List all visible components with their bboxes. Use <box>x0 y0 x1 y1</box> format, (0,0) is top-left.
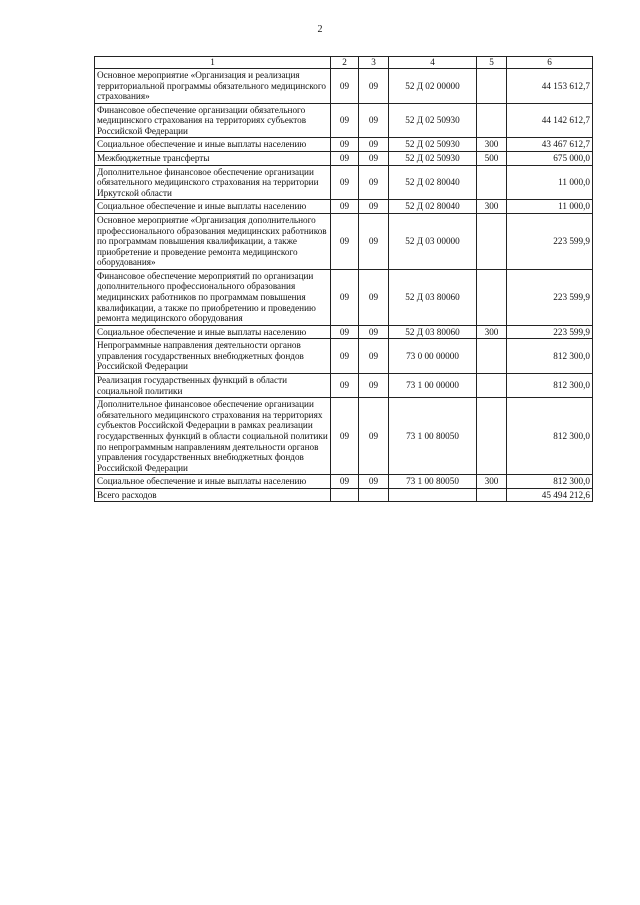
row-name: Социальное обеспечение и иные выплаты населению <box>95 138 331 152</box>
row-amount: 44 142 612,7 <box>507 103 593 138</box>
row-section-code: 09 <box>331 213 359 269</box>
column-header: 4 <box>389 57 477 69</box>
row-name: Межбюджетные трансферты <box>95 152 331 166</box>
row-section-code: 09 <box>331 138 359 152</box>
row-target-article-code: 73 1 00 80050 <box>389 475 477 489</box>
row-subsection-code: 09 <box>359 213 389 269</box>
table-cell-empty <box>477 488 507 502</box>
row-subsection-code: 09 <box>359 152 389 166</box>
row-section-code: 09 <box>331 69 359 104</box>
row-name: Реализация государственных функций в области социальной политики <box>95 374 331 398</box>
page-number: 2 <box>317 24 323 35</box>
row-expense-type-code: 300 <box>477 325 507 339</box>
table-cell-empty <box>389 488 477 502</box>
total-row <box>95 488 593 502</box>
row-subsection-code: 09 <box>359 325 389 339</box>
expenditure-table <box>94 56 593 502</box>
row-target-article-code: 52 Д 03 00000 <box>389 213 477 269</box>
table-row <box>95 398 593 475</box>
table-cell-empty <box>359 488 389 502</box>
row-name: Социальное обеспечение и иные выплаты населению <box>95 325 331 339</box>
row-section-code: 09 <box>331 152 359 166</box>
row-subsection-code: 09 <box>359 200 389 214</box>
table-body <box>95 69 593 489</box>
row-name: Основное мероприятие «Организация дополнительного профессионального образования медицинских работников по программам повышения квалификации, а также приобретение и проведение ремонта медицинского оборудования» <box>95 213 331 269</box>
row-amount: 11 000,0 <box>507 200 593 214</box>
row-amount: 11 000,0 <box>507 165 593 200</box>
row-target-article-code: 52 Д 02 50930 <box>389 103 477 138</box>
row-expense-type-code <box>477 339 507 374</box>
row-section-code: 09 <box>331 339 359 374</box>
column-header: 5 <box>477 57 507 69</box>
row-expense-type-code <box>477 69 507 104</box>
row-amount: 675 000,0 <box>507 152 593 166</box>
row-expense-type-code <box>477 103 507 138</box>
row-target-article-code: 52 Д 02 80040 <box>389 200 477 214</box>
row-expense-type-code <box>477 165 507 200</box>
table-row <box>95 325 593 339</box>
row-subsection-code: 09 <box>359 339 389 374</box>
table-row <box>95 475 593 489</box>
row-target-article-code: 52 Д 02 50930 <box>389 152 477 166</box>
row-target-article-code: 73 1 00 80050 <box>389 398 477 475</box>
column-header: 3 <box>359 57 389 69</box>
row-section-code: 09 <box>331 269 359 325</box>
row-target-article-code: 52 Д 03 80060 <box>389 325 477 339</box>
row-target-article-code: 52 Д 02 50930 <box>389 138 477 152</box>
table-row <box>95 138 593 152</box>
table-cell-empty <box>331 488 359 502</box>
row-target-article-code: 52 Д 03 80060 <box>389 269 477 325</box>
row-target-article-code: 52 Д 02 80040 <box>389 165 477 200</box>
row-amount: 223 599,9 <box>507 325 593 339</box>
table-header-row <box>95 57 593 69</box>
row-expense-type-code: 300 <box>477 138 507 152</box>
row-expense-type-code <box>477 374 507 398</box>
row-name: Социальное обеспечение и иные выплаты населению <box>95 200 331 214</box>
row-subsection-code: 09 <box>359 374 389 398</box>
row-amount: 812 300,0 <box>507 475 593 489</box>
row-expense-type-code <box>477 269 507 325</box>
row-section-code: 09 <box>331 165 359 200</box>
row-name: Социальное обеспечение и иные выплаты населению <box>95 475 331 489</box>
row-name: Дополнительное финансовое обеспечение организации обязательного медицинского страхования на территориях субъектов Российской Федерации в рамках реализации государственных функций в области социальной политики по непрограммным направлениям деятельности органов управления государственных внебюджетных фондов Российской Федерации <box>95 398 331 475</box>
column-header: 6 <box>507 57 593 69</box>
row-expense-type-code <box>477 213 507 269</box>
total-label: Всего расходов <box>95 488 331 502</box>
row-amount: 812 300,0 <box>507 339 593 374</box>
table-row <box>95 213 593 269</box>
row-name: Дополнительное финансовое обеспечение организации обязательного медицинского страхования на территории Иркутской области <box>95 165 331 200</box>
row-name: Финансовое обеспечение мероприятий по организации дополнительного профессионального образования медицинских работников по программам повышения квалификации, а также по приобретению и проведению ремонта медицинского оборудования <box>95 269 331 325</box>
row-amount: 44 153 612,7 <box>507 69 593 104</box>
row-section-code: 09 <box>331 200 359 214</box>
row-subsection-code: 09 <box>359 269 389 325</box>
row-name: Финансовое обеспечение организации обязательного медицинского страхования на территориях субъектов Российской Федерации <box>95 103 331 138</box>
row-name: Непрограммные направления деятельности органов управления государственных внебюджетных фондов Российской Федерации <box>95 339 331 374</box>
row-amount: 43 467 612,7 <box>507 138 593 152</box>
row-target-article-code: 73 1 00 00000 <box>389 374 477 398</box>
column-header: 1 <box>95 57 331 69</box>
row-subsection-code: 09 <box>359 103 389 138</box>
row-subsection-code: 09 <box>359 138 389 152</box>
row-section-code: 09 <box>331 374 359 398</box>
table-row <box>95 103 593 138</box>
row-section-code: 09 <box>331 103 359 138</box>
row-amount: 812 300,0 <box>507 398 593 475</box>
row-amount: 223 599,9 <box>507 213 593 269</box>
table-row <box>95 69 593 104</box>
table-row <box>95 165 593 200</box>
row-section-code: 09 <box>331 398 359 475</box>
row-name: Основное мероприятие «Организация и реализация территориальной программы обязательного медицинского страхования» <box>95 69 331 104</box>
row-subsection-code: 09 <box>359 398 389 475</box>
row-expense-type-code: 500 <box>477 152 507 166</box>
row-target-article-code: 52 Д 02 00000 <box>389 69 477 104</box>
row-subsection-code: 09 <box>359 69 389 104</box>
row-subsection-code: 09 <box>359 165 389 200</box>
table-row <box>95 374 593 398</box>
table-row <box>95 200 593 214</box>
row-amount: 223 599,9 <box>507 269 593 325</box>
row-target-article-code: 73 0 00 00000 <box>389 339 477 374</box>
row-section-code: 09 <box>331 325 359 339</box>
table-row <box>95 269 593 325</box>
column-header: 2 <box>331 57 359 69</box>
row-expense-type-code: 300 <box>477 475 507 489</box>
row-subsection-code: 09 <box>359 475 389 489</box>
table-row <box>95 339 593 374</box>
total-amount: 45 494 212,6 <box>507 488 593 502</box>
row-amount: 812 300,0 <box>507 374 593 398</box>
row-expense-type-code <box>477 398 507 475</box>
table-row <box>95 152 593 166</box>
row-section-code: 09 <box>331 475 359 489</box>
row-expense-type-code: 300 <box>477 200 507 214</box>
